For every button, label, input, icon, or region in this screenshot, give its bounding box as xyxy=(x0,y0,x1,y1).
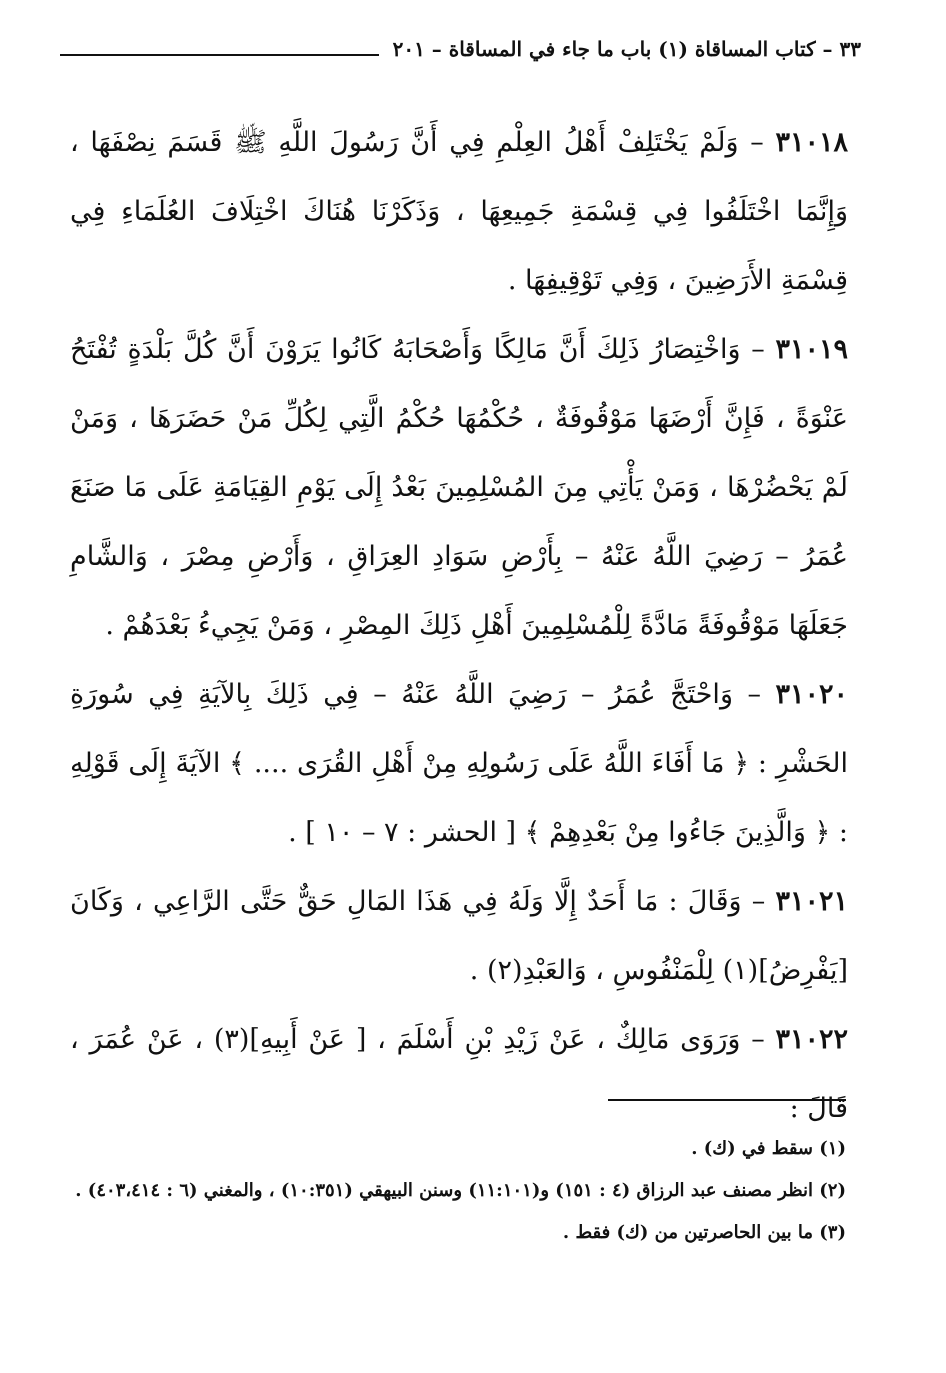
footnotes xyxy=(72,1128,846,1254)
paragraph xyxy=(70,315,848,660)
paragraph-text: – وَلَمْ يَخْتَلِفْ أَهْلُ العِلْمِ فِي أَنَّ رَسُولَ اللَّهِ ﷺ قَسَمَ نِصْفَهَا ، وَإِنَّمَا اخْتَلَفُوا فِي قِسْمَةِ جَمِيعِهَا ، وَذَكَرْنَا هُنَاكَ اخْتِلَافَ العُلَمَاءِ فِي قِسْمَةِ الأَرَضِينَ ، وَفِي تَوْقِيفِهَا . xyxy=(70,127,848,296)
paragraph-text: – وَاخْتِصَارُ ذَلِكَ أَنَّ مَالِكًا وَأَصْحَابَهُ كَانُوا يَرَوْنَ أَنَّ كُلَّ بَلْدَةٍ تُفْتَحُ عَنْوَةً ، فَإِنَّ أَرْضَهَا مَوْقُوفَةٌ ، حُكْمُهَا حُكْمُ الَّتِي لِكُلِّ مَنْ حَضَرَهَا ، وَمَنْ لَمْ يَحْضُرْهَا ، وَمَنْ يَأْتِي مِنَ المُسْلِمِينَ بَعْدُ إِلَى يَوْمِ القِيَامَةِ عَلَى مَا صَنَعَ عُمَرُ – رَضِيَ اللَّهُ عَنْهُ – بِأَرْضِ سَوَادِ العِرَاقِ ، وَأَرْضِ مِصْرَ ، وَالشَّامِ جَعَلَهَا مَوْقُوفَةً مَادَّةً لِلْمُسْلِمِينَ أَهْلِ ذَلِكَ المِصْرِ ، وَمَنْ يَجِيءُ بَعْدَهُمْ . xyxy=(70,334,848,641)
paragraph-text: – وَقَالَ : مَا أَحَدٌ إِلَّا وَلَهُ فِي هَذَا المَالِ حَقٌّ حَتَّى الرَّاعِي ، وَكَانَ [يَفْرِضُ](١) لِلْمَنْفُوسِ ، وَالعَبْدِ(٢) . xyxy=(70,886,848,986)
page-header xyxy=(60,30,861,68)
paragraph-number: ٣١٠١٩ xyxy=(775,334,848,365)
header-rule xyxy=(60,54,379,56)
footnote: (٢) انظر مصنف عبد الرزاق (٤ : ١٥١) و(١١:١٠١) وسنن البيهقي (١٠:٣٥١) ، والمغني (٦ : ٤٠٣،٤١٤) . xyxy=(75,1180,846,1201)
running-title: ٣٣ – كتاب المساقاة (١) باب ما جاء في المساقاة – ٢٠١ xyxy=(392,37,861,61)
paragraph xyxy=(70,660,848,867)
paragraph-number: ٣١٠٢٢ xyxy=(775,1024,849,1055)
paragraph-text: – وَاحْتَجَّ عُمَرُ – رَضِيَ اللَّهُ عَنْهُ – فِي ذَلِكَ بِالآيَةِ فِي سُورَةِ الحَشْرِ : ﴿ مَا أَفَاءَ اللَّهُ عَلَى رَسُولِهِ مِنْ أَهْلِ القُرَى .... ﴾ الآيَةَ إِلَى قَوْلِهِ : ﴿ وَالَّذِينَ جَاءُوا مِنْ بَعْدِهِمْ ﴾ [ الحشر : ٧ – ١٠ ] . xyxy=(70,679,848,848)
footnote: (١) سقط في (ك) . xyxy=(691,1138,846,1159)
paragraph xyxy=(70,867,848,1005)
paragraph-text: – وَرَوَى مَالِكٌ ، عَنْ زَيْدِ بْنِ أَسْلَمَ ، [ عَنْ أَبِيهِ](٣) ، عَنْ عُمَرَ ، قَالَ : xyxy=(70,1024,848,1124)
paragraph-number: ٣١٠٢١ xyxy=(775,886,848,917)
main-text xyxy=(70,108,848,1143)
paragraph xyxy=(70,108,848,315)
paragraph-number: ٣١٠٢٠ xyxy=(775,679,848,710)
footnote-separator xyxy=(608,1099,846,1101)
paragraph xyxy=(70,1005,848,1143)
paragraph-number: ٣١٠١٨ xyxy=(775,127,848,158)
footnote: (٣) ما بين الحاصرتين من (ك) فقط . xyxy=(562,1222,846,1243)
